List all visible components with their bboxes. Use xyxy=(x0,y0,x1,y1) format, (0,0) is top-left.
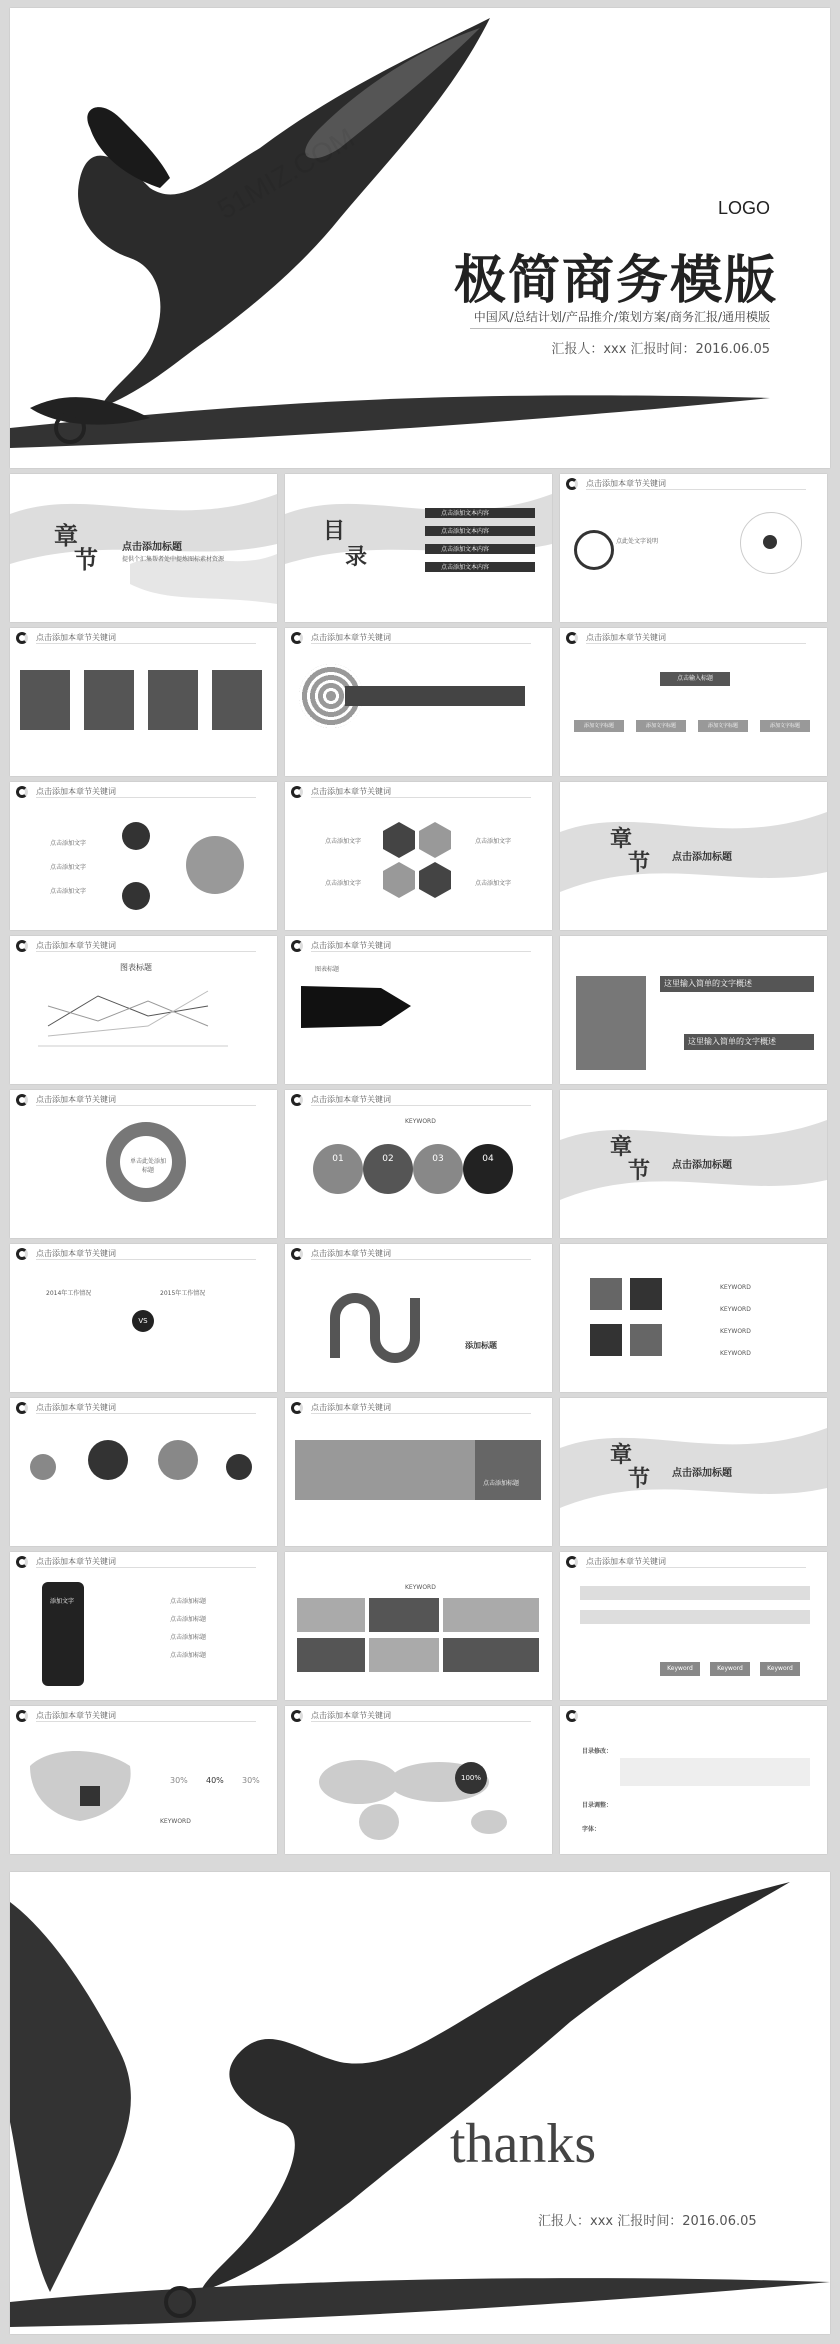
heart-icon xyxy=(30,1454,56,1480)
watermark: 51MIZ.COM xyxy=(212,122,360,226)
slide-header-title: 点击添加本章节关键词 xyxy=(36,787,116,796)
snake-path xyxy=(325,1278,445,1378)
process-bar xyxy=(580,1610,810,1624)
chapter-char-2: 节 xyxy=(628,850,651,876)
panel-label: 点击添加标题 xyxy=(483,1480,520,1487)
keyword: KEYWORD xyxy=(720,1306,751,1313)
percent-bubble: 100% xyxy=(455,1762,487,1794)
team-photo xyxy=(84,670,134,730)
thumb-tools-globe[interactable] xyxy=(10,782,277,930)
item-label: 点击添加文字 xyxy=(325,838,362,845)
slide-header-title: 点击添加本章节关键词 xyxy=(586,479,666,488)
chapter-char-1: 章 xyxy=(610,826,633,852)
item-label: 点击添加文字 xyxy=(50,840,87,847)
instruction-heading: 字体： xyxy=(582,1826,601,1833)
toc-item[interactable]: 点击添加文本内容 xyxy=(425,544,535,554)
keyword: KEYWORD xyxy=(720,1328,751,1335)
chapter-title: 点击添加标题 xyxy=(122,542,182,553)
slide-header-title: 点击添加本章节关键词 xyxy=(586,1557,666,1566)
vs-badge: VS xyxy=(132,1310,154,1332)
percent-label: 30% xyxy=(242,1776,260,1785)
chapter-char-2: 节 xyxy=(74,545,98,574)
gear-icon xyxy=(630,1278,662,1310)
thumb-icons-radial[interactable] xyxy=(560,474,827,622)
thumb-line-chart[interactable] xyxy=(10,936,277,1084)
item-label: 点击添加文字 xyxy=(475,880,512,887)
chart-title: 图表标题 xyxy=(315,966,340,973)
percent-label: 40% xyxy=(206,1776,224,1785)
thumb-process[interactable] xyxy=(560,1552,827,1700)
keyword: KEYWORD xyxy=(720,1284,751,1291)
text-heading: 这里输入简单的文字概述 xyxy=(684,1034,814,1050)
chapter-title: 点击添加标题 xyxy=(672,1160,732,1171)
thumb-target-arrow[interactable] xyxy=(285,628,552,776)
slide-header-title: 点击添加本章节关键词 xyxy=(36,1249,116,1258)
org-node: 添加文字标题 xyxy=(636,720,686,732)
slide-header xyxy=(560,474,827,494)
line-chart xyxy=(38,976,238,1056)
thumb-photo-grid[interactable] xyxy=(285,1552,552,1700)
screenshot-preview xyxy=(620,1758,810,1786)
instruction-heading: 目录修改： xyxy=(582,1748,613,1755)
thumb-person-text[interactable] xyxy=(560,936,827,1084)
toc-item[interactable]: 点击添加文本内容 xyxy=(425,508,535,518)
org-node: 添加文字标题 xyxy=(760,720,810,732)
compare-label-a: 2014年工作情况 xyxy=(46,1290,92,1297)
item-label: 点击添加标题 xyxy=(170,1616,207,1623)
chapter-char-1: 章 xyxy=(54,521,78,550)
thumb-chapter-1[interactable] xyxy=(10,474,277,622)
chapter-char-2: 节 xyxy=(628,1158,651,1184)
page-title: 极简商务模版 xyxy=(453,250,778,311)
item-label: 点击添加标题 xyxy=(170,1598,207,1605)
item-label: 点击添加文字 xyxy=(50,864,87,871)
chapter-title: 点击添加标题 xyxy=(672,852,732,863)
thumb-instructions[interactable] xyxy=(560,1706,827,1854)
presenter-info: 汇报人：xxx 汇报时间：2016.06.05 xyxy=(551,342,770,357)
chapter-char-1: 章 xyxy=(610,1442,633,1468)
slide-header-title: 点击添加本章节关键词 xyxy=(311,1249,391,1258)
slide-header-title: 点击添加本章节关键词 xyxy=(36,1557,116,1566)
toc-item[interactable]: 点击添加文本内容 xyxy=(425,526,535,536)
thumb-world-map[interactable] xyxy=(285,1706,552,1854)
slide-header-title: 点击添加本章节关键词 xyxy=(36,1711,116,1720)
cycle-center-label: 单击此处添加标题 xyxy=(129,1158,166,1174)
gear-icon xyxy=(122,882,150,910)
step-circle: 03 xyxy=(413,1144,463,1194)
item-label: 点击添加标题 xyxy=(170,1634,207,1641)
thumb-phone[interactable] xyxy=(10,1552,277,1700)
thumb-hexagons[interactable] xyxy=(285,782,552,930)
slide-header-title: 点击添加本章节关键词 xyxy=(586,633,666,642)
world-map xyxy=(299,1742,529,1842)
slide-header-title: 点击添加本章节关键词 xyxy=(36,633,116,642)
center-label: 点此处文字说明 xyxy=(616,538,659,545)
thanks-title: thanks xyxy=(450,2113,597,2175)
logo: LOGO xyxy=(717,198,770,218)
ring-icon xyxy=(566,478,578,490)
keyword-box xyxy=(297,1638,365,1672)
keyword: KEYWORD xyxy=(160,1818,191,1825)
process-node: Keyword xyxy=(660,1662,700,1676)
slide-header-title: 点击添加本章节关键词 xyxy=(311,941,391,950)
team-photo xyxy=(212,670,262,730)
trophy-panel xyxy=(475,1440,541,1500)
slide-header-title: 点击添加本章节关键词 xyxy=(311,787,391,796)
photo xyxy=(297,1598,365,1632)
slide-header-title: 点击添加本章节关键词 xyxy=(311,633,391,642)
slide-header-title: 点击添加本章节关键词 xyxy=(311,1403,391,1412)
china-map xyxy=(20,1736,140,1826)
thumb-chapter-4[interactable] xyxy=(560,1398,827,1546)
slide-header-title: 点击添加本章节关键词 xyxy=(36,941,116,950)
ink-pegasus-illustration xyxy=(10,1872,830,2334)
org-node: 添加文字标题 xyxy=(574,720,624,732)
item-label: 点击添加文字 xyxy=(50,888,87,895)
heart-icon xyxy=(590,1278,622,1310)
toc-item[interactable]: 点击添加文本内容 xyxy=(425,562,535,572)
subtitle: 中国风/总结计划/产品推介/策划方案/商务汇报/通用模版 xyxy=(473,310,770,324)
org-node: 添加文字标题 xyxy=(698,720,748,732)
compare-label-b: 2015年工作情况 xyxy=(160,1290,206,1297)
item-label: 点击添加文字 xyxy=(475,838,512,845)
step-circle: 01 xyxy=(313,1144,363,1194)
thumb-chapter-3[interactable] xyxy=(560,1090,827,1238)
chapter-char-2: 节 xyxy=(628,1466,651,1492)
step-circle: 04 xyxy=(463,1144,513,1194)
globe-icon xyxy=(186,836,244,894)
bulb-icon xyxy=(226,1454,252,1480)
process-bar xyxy=(580,1586,810,1600)
org-top: 点击输入标题 xyxy=(660,672,730,686)
thumb-china-map[interactable] xyxy=(10,1706,277,1854)
percent-label: 30% xyxy=(170,1776,188,1785)
writing-photo xyxy=(295,1440,475,1500)
chart-title: 图表标题 xyxy=(120,963,152,972)
thumb-toc[interactable] xyxy=(285,474,552,622)
chapter-char-1: 章 xyxy=(610,1134,633,1160)
item-label: 点击添加文字 xyxy=(325,880,362,887)
medal-icon xyxy=(158,1440,198,1480)
slide-header-title: 点击添加本章节关键词 xyxy=(36,1095,116,1104)
bulb-icon xyxy=(590,1324,622,1356)
phone-item: 添加文字 xyxy=(50,1598,75,1605)
toc-list xyxy=(425,508,535,572)
thumb-vs[interactable] xyxy=(10,1244,277,1392)
gear-icon xyxy=(88,1440,128,1480)
slide-header-title: 点击添加本章节关键词 xyxy=(311,1711,391,1720)
item-label: 点击添加标题 xyxy=(170,1652,207,1659)
medal-icon xyxy=(630,1324,662,1356)
thumb-writing[interactable] xyxy=(285,1398,552,1546)
text-heading: 这里输入简单的文字概述 xyxy=(660,976,814,992)
chapter-subtitle: 提供个汇集帮者处中提炼图标素材资源 xyxy=(122,556,225,563)
step-circle: 02 xyxy=(363,1144,413,1194)
thumb-org-chart[interactable] xyxy=(560,628,827,776)
hub-icon xyxy=(763,535,777,549)
thumb-numbered-circles[interactable] xyxy=(285,1090,552,1238)
thumb-team[interactable] xyxy=(10,628,277,776)
keyword-box xyxy=(369,1598,439,1632)
divider xyxy=(470,328,770,329)
toc-char-2: 录 xyxy=(345,544,368,570)
keyword-box xyxy=(443,1638,539,1672)
thumb-area-chart[interactable] xyxy=(285,936,552,1084)
thumb-icon-row[interactable] xyxy=(10,1398,277,1546)
area-chart xyxy=(301,976,451,1046)
thumb-snake-timeline[interactable] xyxy=(285,1244,552,1392)
slide-header-title: 点击添加本章节关键词 xyxy=(36,1403,116,1412)
team-photo xyxy=(20,670,70,730)
process-node: Keyword xyxy=(710,1662,750,1676)
thanks-slide[interactable] xyxy=(10,1872,830,2334)
chapter-title: 点击添加标题 xyxy=(672,1468,732,1479)
presenter-info: 汇报人：xxx 汇报时间：2016.06.05 xyxy=(538,2214,757,2229)
process-node: Keyword xyxy=(760,1662,800,1676)
hexagon-cluster xyxy=(379,822,459,912)
team-photo xyxy=(148,670,198,730)
photo xyxy=(369,1638,439,1672)
keyword: KEYWORD xyxy=(720,1350,751,1357)
timeline-label: 添加标题 xyxy=(465,1341,497,1350)
thumb-chapter-2[interactable] xyxy=(560,782,827,930)
keyword: KEYWORD xyxy=(405,1584,436,1591)
photo xyxy=(443,1598,539,1632)
instruction-heading: 目录调整： xyxy=(582,1802,613,1809)
keyword: KEYWORD xyxy=(405,1118,436,1125)
person-photo xyxy=(576,976,646,1070)
thumb-cycle[interactable] xyxy=(10,1090,277,1238)
arrow-bar xyxy=(345,686,525,706)
cover-slide[interactable] xyxy=(10,8,830,468)
globe-hand-icon xyxy=(574,530,614,570)
tools-icon xyxy=(122,822,150,850)
thumb-quad-icons[interactable] xyxy=(560,1244,827,1392)
slide-header-title: 点击添加本章节关键词 xyxy=(311,1095,391,1104)
toc-char-1: 目 xyxy=(323,518,346,544)
